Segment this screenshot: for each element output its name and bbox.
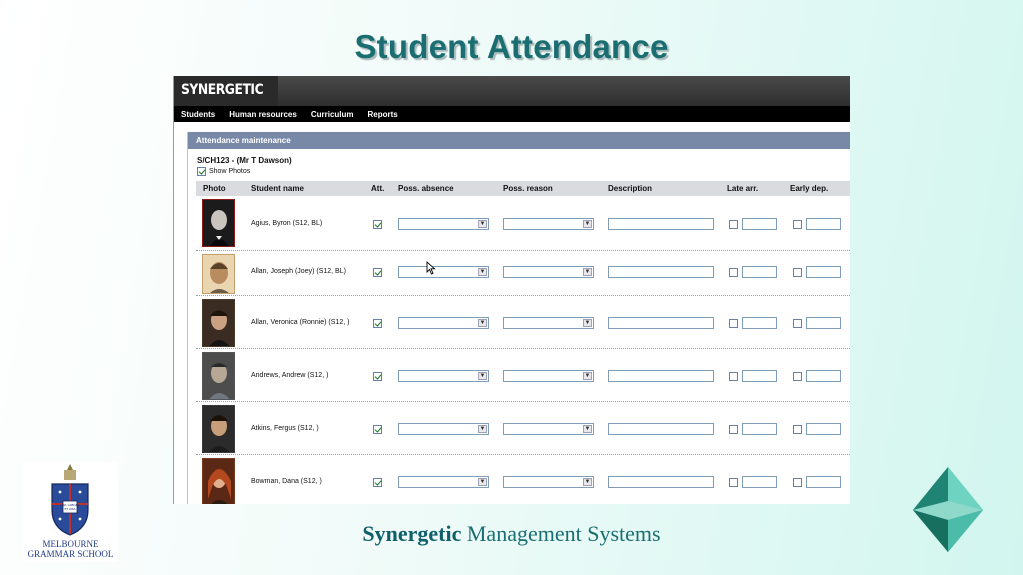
col-description[interactable]: Description	[608, 184, 653, 193]
footer-brand: Synergetic	[362, 521, 462, 546]
late-arrival-checkbox[interactable]	[729, 425, 738, 434]
possible-reason-select[interactable]	[503, 476, 594, 488]
chevron-down-icon: ▼	[479, 320, 486, 326]
chevron-down-icon: ▼	[584, 221, 591, 227]
description-field[interactable]	[608, 266, 714, 278]
class-title: S/CH123 - (Mr T Dawson)	[197, 156, 292, 165]
slide-footer	[0, 521, 1023, 547]
chevron-down-icon: ▼	[479, 426, 486, 432]
nav-students[interactable]: Students	[181, 109, 216, 119]
late-arrival-checkbox[interactable]	[729, 478, 738, 487]
student-name[interactable]: Atkins, Fergus (S12, )	[251, 425, 319, 432]
show-photos-option[interactable]	[197, 167, 850, 176]
early-departure-checkbox[interactable]	[793, 268, 802, 277]
app-screenshot	[173, 76, 850, 504]
chevron-down-icon: ▼	[479, 269, 486, 275]
possible-reason-select[interactable]	[503, 423, 594, 435]
late-arrival-time[interactable]	[742, 423, 777, 435]
early-departure-checkbox[interactable]	[793, 372, 802, 381]
school-name-line1: MELBOURNE	[42, 539, 99, 549]
attendance-checkbox[interactable]	[373, 319, 382, 328]
col-student-name[interactable]: Student name	[251, 184, 304, 193]
nav-human-resources[interactable]: Human resources	[229, 109, 297, 119]
possible-absence-select[interactable]	[398, 476, 489, 488]
late-arrival-time[interactable]	[742, 370, 777, 382]
show-photos-label: Show Photos	[209, 168, 251, 175]
early-departure-time[interactable]	[806, 317, 841, 329]
chevron-down-icon: ▼	[479, 221, 486, 227]
early-departure-time[interactable]	[806, 476, 841, 488]
late-arrival-checkbox[interactable]	[729, 220, 738, 229]
school-logo	[23, 462, 118, 562]
panel-title: Attendance maintenance	[188, 132, 850, 149]
late-arrival-time[interactable]	[742, 317, 777, 329]
student-row	[196, 252, 850, 296]
late-arrival-time[interactable]	[742, 266, 777, 278]
student-row	[196, 197, 850, 251]
main-nav	[174, 106, 850, 122]
attendance-checkbox[interactable]	[373, 425, 382, 434]
grid-header	[196, 181, 850, 196]
attendance-panel	[187, 132, 850, 504]
early-departure-time[interactable]	[806, 218, 841, 230]
early-departure-checkbox[interactable]	[793, 478, 802, 487]
description-field[interactable]	[608, 476, 714, 488]
student-name[interactable]: Allan, Veronica (Ronnie) (S12, )	[251, 319, 350, 326]
synergetic-gem-icon	[911, 466, 985, 552]
col-poss-reason[interactable]: Poss. reason	[503, 184, 553, 193]
attendance-checkbox[interactable]	[373, 372, 382, 381]
attendance-checkbox[interactable]	[373, 220, 382, 229]
chevron-down-icon: ▼	[584, 320, 591, 326]
student-name[interactable]: Allan, Joseph (Joey) (S12, BL)	[251, 268, 346, 275]
school-crest-icon	[23, 462, 118, 538]
col-att[interactable]: Att.	[371, 184, 385, 193]
nav-curriculum[interactable]: Curriculum	[310, 109, 354, 119]
attendance-checkbox[interactable]	[373, 478, 382, 487]
attendance-checkbox[interactable]	[373, 268, 382, 277]
description-field[interactable]	[608, 218, 714, 230]
student-name[interactable]: Bowman, Dana (S12, )	[251, 478, 322, 485]
student-photo	[202, 254, 235, 294]
student-photo	[202, 458, 235, 504]
late-arrival-time[interactable]	[742, 476, 777, 488]
show-photos-checkbox[interactable]	[197, 167, 206, 176]
chevron-down-icon: ▼	[584, 479, 591, 485]
description-field[interactable]	[608, 370, 714, 382]
student-photo	[202, 299, 235, 347]
possible-reason-select[interactable]	[503, 317, 594, 329]
late-arrival-time[interactable]	[742, 218, 777, 230]
chevron-down-icon: ▼	[584, 269, 591, 275]
possible-absence-select[interactable]	[398, 266, 489, 278]
crest-motto-text: ORA LABORA	[60, 503, 80, 507]
late-arrival-checkbox[interactable]	[729, 319, 738, 328]
possible-reason-select[interactable]	[503, 266, 594, 278]
student-photo	[202, 405, 235, 453]
mouse-cursor-icon	[426, 261, 436, 275]
student-photo	[202, 352, 235, 400]
col-photo: Photo	[203, 184, 226, 193]
student-row	[196, 297, 850, 349]
chevron-down-icon: ▼	[479, 479, 486, 485]
chevron-down-icon: ▼	[479, 373, 486, 379]
early-departure-time[interactable]	[806, 266, 841, 278]
nav-reports[interactable]: Reports	[367, 109, 398, 119]
school-name	[23, 539, 118, 559]
col-poss-absence[interactable]: Poss. absence	[398, 184, 454, 193]
student-name[interactable]: Agius, Byron (S12, BL)	[251, 220, 323, 227]
chevron-down-icon: ▼	[584, 426, 591, 432]
student-row	[196, 456, 850, 504]
early-departure-checkbox[interactable]	[793, 319, 802, 328]
possible-absence-select[interactable]	[398, 370, 489, 382]
early-departure-checkbox[interactable]	[793, 220, 802, 229]
student-row	[196, 350, 850, 402]
early-departure-time[interactable]	[806, 423, 841, 435]
student-row	[196, 403, 850, 455]
possible-absence-select[interactable]	[398, 218, 489, 230]
early-departure-checkbox[interactable]	[793, 425, 802, 434]
possible-reason-select[interactable]	[503, 218, 594, 230]
possible-absence-select[interactable]	[398, 317, 489, 329]
description-field[interactable]	[608, 317, 714, 329]
app-logo: SYNERGETIC	[181, 82, 264, 98]
description-field[interactable]	[608, 423, 714, 435]
early-departure-time[interactable]	[806, 370, 841, 382]
possible-absence-select[interactable]	[398, 423, 489, 435]
late-arrival-checkbox[interactable]	[729, 268, 738, 277]
slide-title: Student Attendance	[354, 28, 669, 65]
student-photo	[202, 199, 235, 247]
chevron-down-icon: ▼	[584, 373, 591, 379]
footer-tagline: Management Systems	[461, 521, 661, 546]
student-name[interactable]: Andrews, Andrew (S12, )	[251, 372, 329, 379]
col-early-departure[interactable]: Early dep.	[790, 184, 829, 193]
possible-reason-select[interactable]	[503, 370, 594, 382]
school-name-line2: GRAMMAR SCHOOL	[27, 549, 114, 559]
col-late-arrival[interactable]: Late arr.	[727, 184, 759, 193]
late-arrival-checkbox[interactable]	[729, 372, 738, 381]
app-header	[174, 76, 850, 106]
svg-text:ET ORA: ET ORA	[64, 507, 76, 511]
